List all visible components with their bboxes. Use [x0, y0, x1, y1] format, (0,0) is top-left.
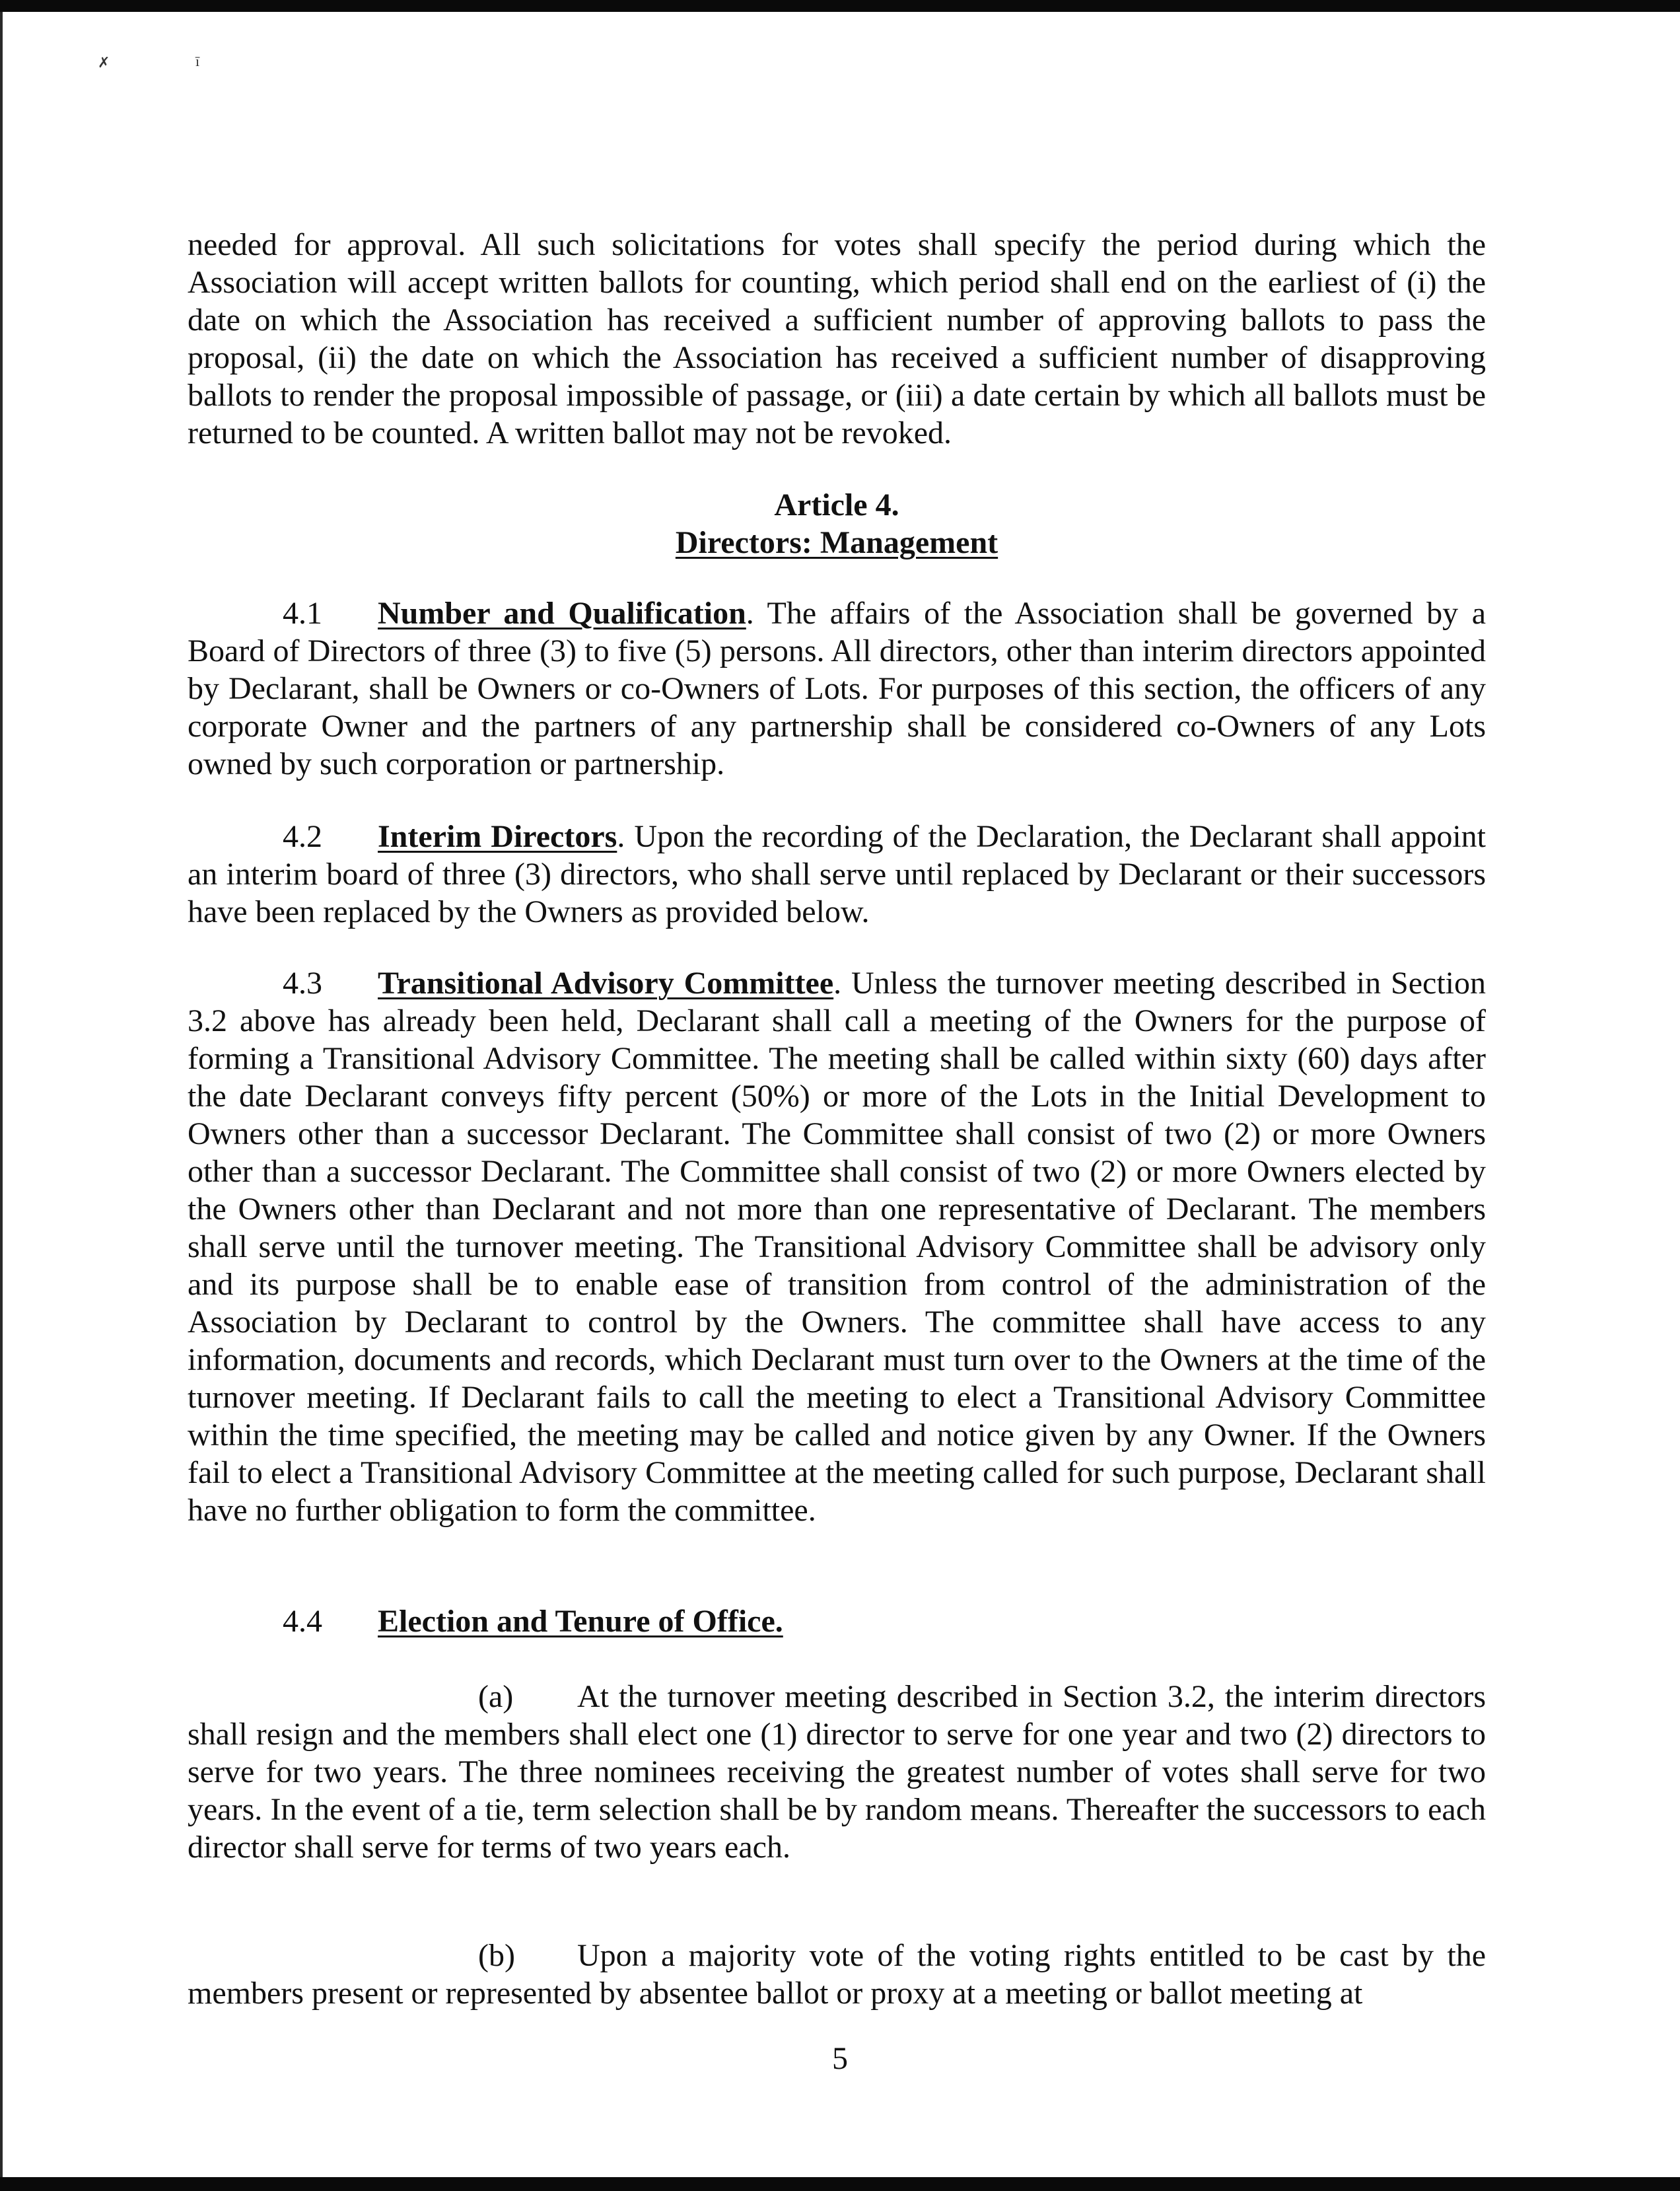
section-4-4: [188, 1602, 1486, 1640]
section-text: . The affairs of the Association shall be governed by a Board of Directors of three (3) to five (5) persons. All directors, other than interim directors appointed by Declarant, shall be Owners or co-Owners of Lots. For purposes of this section, the officers of any corporate Owner and the partners of any partnership shall be considered co-Owners of any Lots owned by such corporation or partnership.: [188, 596, 1487, 781]
section-heading: Number and Qualification: [378, 596, 746, 631]
scan-edge-bottom: [0, 2177, 1680, 2191]
section-4-1: [188, 594, 1486, 783]
section-number: 4.2: [283, 819, 322, 854]
subsection-text: At the turnover meeting described in Section 3.2, the interim directors shall resign and the members shall elect one (1) director to serve for one year and two (2) directors to serve for two years. The three nominees receiving the greatest number of votes shall serve for two years. In the event of a tie, term selection shall be by random means. Thereafter the successors to each director shall serve for terms of two years each.: [188, 1679, 1486, 1865]
intro-paragraph: needed for approval. All such solicitations for votes shall specify the period during which the Association will accept written ballots for counting, which period shall end on the earliest of (i) the date on which the Association has received a sufficient number of approving ballots to pass the proposal, (ii) the date on which the Association has received a sufficient number of disapproving ballots to render the proposal impossible of passage, or (iii) a date certain by which all ballots must be returned to be counted. A written ballot may not be revoked.: [188, 227, 1486, 450]
scan-edge-left: [0, 12, 3, 2191]
section-heading: Transitional Advisory Committee: [378, 966, 834, 1001]
subsection-a: [188, 1678, 1486, 1866]
section-heading: Election and Tenure of Office.: [378, 1604, 783, 1639]
section-4-2: [188, 818, 1486, 931]
section-4-3: [188, 964, 1486, 1529]
article-title: Article 4.: [774, 487, 899, 522]
page-number: 5: [832, 2041, 848, 2076]
section-number: 4.3: [283, 966, 322, 1001]
section-heading: Interim Directors: [378, 819, 617, 854]
section-number: 4.1: [283, 596, 322, 631]
subsection-text: Upon a majority vote of the voting rights entitled to be cast by the members present or represented by absentee ballot or proxy at a meeting or ballot meeting at: [188, 1938, 1486, 2011]
scan-mark-right: ī: [195, 53, 200, 69]
section-number: 4.4: [283, 1604, 322, 1639]
section-text: . Unless the turnover meeting described in Section 3.2 above has already been held, Declarant shall call a meeting of the Owners for the purpose of forming a Transitional Advisory Committee. The meeting shall be called within sixty (60) days after the date Declarant conveys fifty percent (50%) or more of the Lots in the Initial Development to Owners other than a successor Declarant. The Committee shall consist of two (2) or more Owners other than a successor Declarant. The Committee shall consist of two (2) or more Owners elected by the Owners other than Declarant and not more than one representative of Declarant. The members shall serve until the turnover meeting. The Transitional Advisory Committee shall be advisory only and its purpose shall be to enable ease of transition from control of the administration of the Association by Declarant to control by the Owners. The committee shall have access to any information, documents and records, which Declarant must turn over to the Owners at the time of the turnover meeting. If Declarant fails to call the meeting to elect a Transitional Advisory Committee within the time specified, the meeting may be called and notice given by any Owner. If the Owners fail to elect a Transitional Advisory Committee at the meeting called for such purpose, Declarant shall have no further obligation to form the committee.: [188, 966, 1486, 1528]
article-subtitle: Directors: Management: [675, 525, 998, 560]
subsection-label: (b): [478, 1938, 515, 1973]
article-heading: [188, 486, 1486, 561]
subsection-label: (a): [478, 1679, 514, 1714]
section-text: . Upon the recording of the Declaration, the Declarant shall appoint an interim board of three (3) directors, who shall serve until replaced by Declarant or their successors have been replaced by the Owners as provided below.: [188, 819, 1487, 929]
subsection-b: [188, 1937, 1486, 2012]
scan-edge-top: [0, 0, 1680, 12]
scan-mark-left: ✗: [98, 54, 110, 71]
